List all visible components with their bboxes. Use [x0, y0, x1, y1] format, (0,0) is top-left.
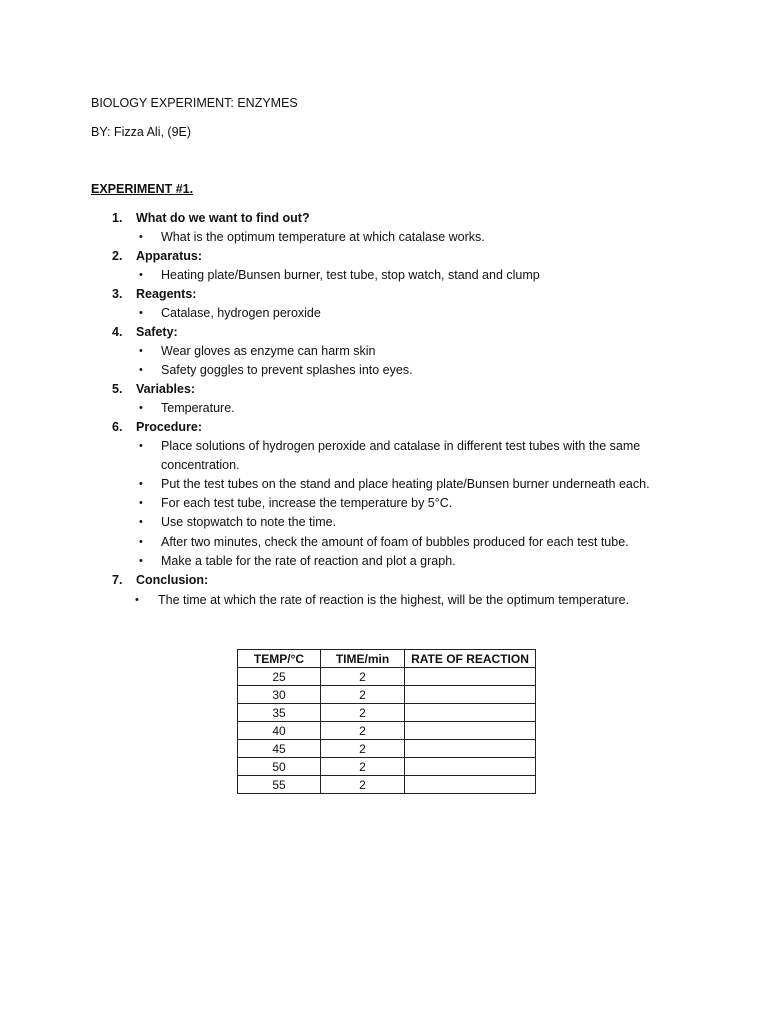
table-cell-time: 2 [321, 704, 405, 722]
table-row [238, 758, 536, 776]
section-heading: Safety: [136, 325, 178, 339]
table-cell-time: 2 [321, 740, 405, 758]
table-row [238, 704, 536, 722]
table-cell-rate [405, 668, 536, 686]
bullet-text: Make a table for the rate of reaction and plot a graph. [161, 554, 456, 568]
bullet-text: Use stopwatch to note the time. [161, 515, 337, 529]
author-line: BY: Fizza Ali, (9E) [91, 125, 192, 139]
bullet-icon: • [139, 345, 143, 357]
bullet-icon: • [139, 440, 143, 452]
table-cell-time: 2 [321, 758, 405, 776]
bullet-text: What is the optimum temperature at which catalase works. [161, 230, 485, 244]
table-cell-rate [405, 776, 536, 794]
table-cell-temp: 35 [238, 704, 321, 722]
table-cell-time: 2 [321, 686, 405, 704]
results-table [237, 649, 536, 794]
bullet-icon: • [135, 594, 139, 606]
bullet-icon: • [139, 269, 143, 281]
table-row [238, 686, 536, 704]
table-header-time: TIME/min [321, 650, 405, 668]
table-row [238, 722, 536, 740]
section-number: 2. [112, 249, 123, 263]
section-number: 3. [112, 287, 123, 301]
table-cell-temp: 45 [238, 740, 321, 758]
experiment-heading: EXPERIMENT #1. [91, 182, 194, 196]
table-cell-time: 2 [321, 668, 405, 686]
table-cell-rate [405, 686, 536, 704]
bullet-text-continuation: concentration. [161, 458, 240, 472]
section-heading: What do we want to find out? [136, 211, 310, 225]
bullet-icon: • [139, 307, 143, 319]
section-number: 4. [112, 325, 123, 339]
section-heading: Procedure: [136, 420, 202, 434]
table-cell-rate [405, 704, 536, 722]
bullet-text: The time at which the rate of reaction is the highest, will be the optimum temperature. [158, 593, 630, 607]
section-heading: Variables: [136, 382, 196, 396]
section-heading: Apparatus: [136, 249, 202, 263]
bullet-icon: • [139, 231, 143, 243]
bullet-text: For each test tube, increase the temperature by 5°C. [161, 496, 453, 510]
bullet-text: After two minutes, check the amount of foam of bubbles produced for each test tube. [161, 535, 629, 549]
section-number: 7. [112, 573, 123, 587]
bullet-text: Catalase, hydrogen peroxide [161, 306, 321, 320]
table-cell-time: 2 [321, 776, 405, 794]
table-cell-temp: 50 [238, 758, 321, 776]
section-heading: Reagents: [136, 287, 197, 301]
document-title: BIOLOGY EXPERIMENT: ENZYMES [91, 96, 298, 110]
table-row [238, 668, 536, 686]
section-number: 1. [112, 211, 123, 225]
table-row [238, 740, 536, 758]
bullet-icon: • [139, 402, 143, 414]
bullet-icon: • [139, 516, 143, 528]
bullet-icon: • [139, 364, 143, 376]
bullet-text: Heating plate/Bunsen burner, test tube, stop watch, stand and clump [161, 268, 540, 282]
bullet-text: Temperature. [161, 401, 235, 415]
bullet-icon: • [139, 555, 143, 567]
table-cell-rate [405, 758, 536, 776]
bullet-icon: • [139, 497, 143, 509]
table-header-row [238, 650, 536, 668]
bullet-text: Place solutions of hydrogen peroxide and catalase in different test tubes with the same [161, 439, 641, 453]
bullet-text: Wear gloves as enzyme can harm skin [161, 344, 376, 358]
bullet-text: Safety goggles to prevent splashes into eyes. [161, 363, 413, 377]
table-cell-temp: 25 [238, 668, 321, 686]
table-cell-rate [405, 740, 536, 758]
bullet-icon: • [139, 478, 143, 490]
table-cell-rate [405, 722, 536, 740]
section-heading: Conclusion: [136, 573, 209, 587]
bullet-text: Put the test tubes on the stand and place heating plate/Bunsen burner underneath each. [161, 477, 650, 491]
bullet-icon: • [139, 536, 143, 548]
table-cell-temp: 30 [238, 686, 321, 704]
table-row [238, 776, 536, 794]
table-header-temp: TEMP/°C [238, 650, 321, 668]
table-cell-time: 2 [321, 722, 405, 740]
table-cell-temp: 55 [238, 776, 321, 794]
section-number: 5. [112, 382, 123, 396]
table-header-rate: RATE OF REACTION [405, 650, 536, 668]
table-cell-temp: 40 [238, 722, 321, 740]
section-number: 6. [112, 420, 123, 434]
